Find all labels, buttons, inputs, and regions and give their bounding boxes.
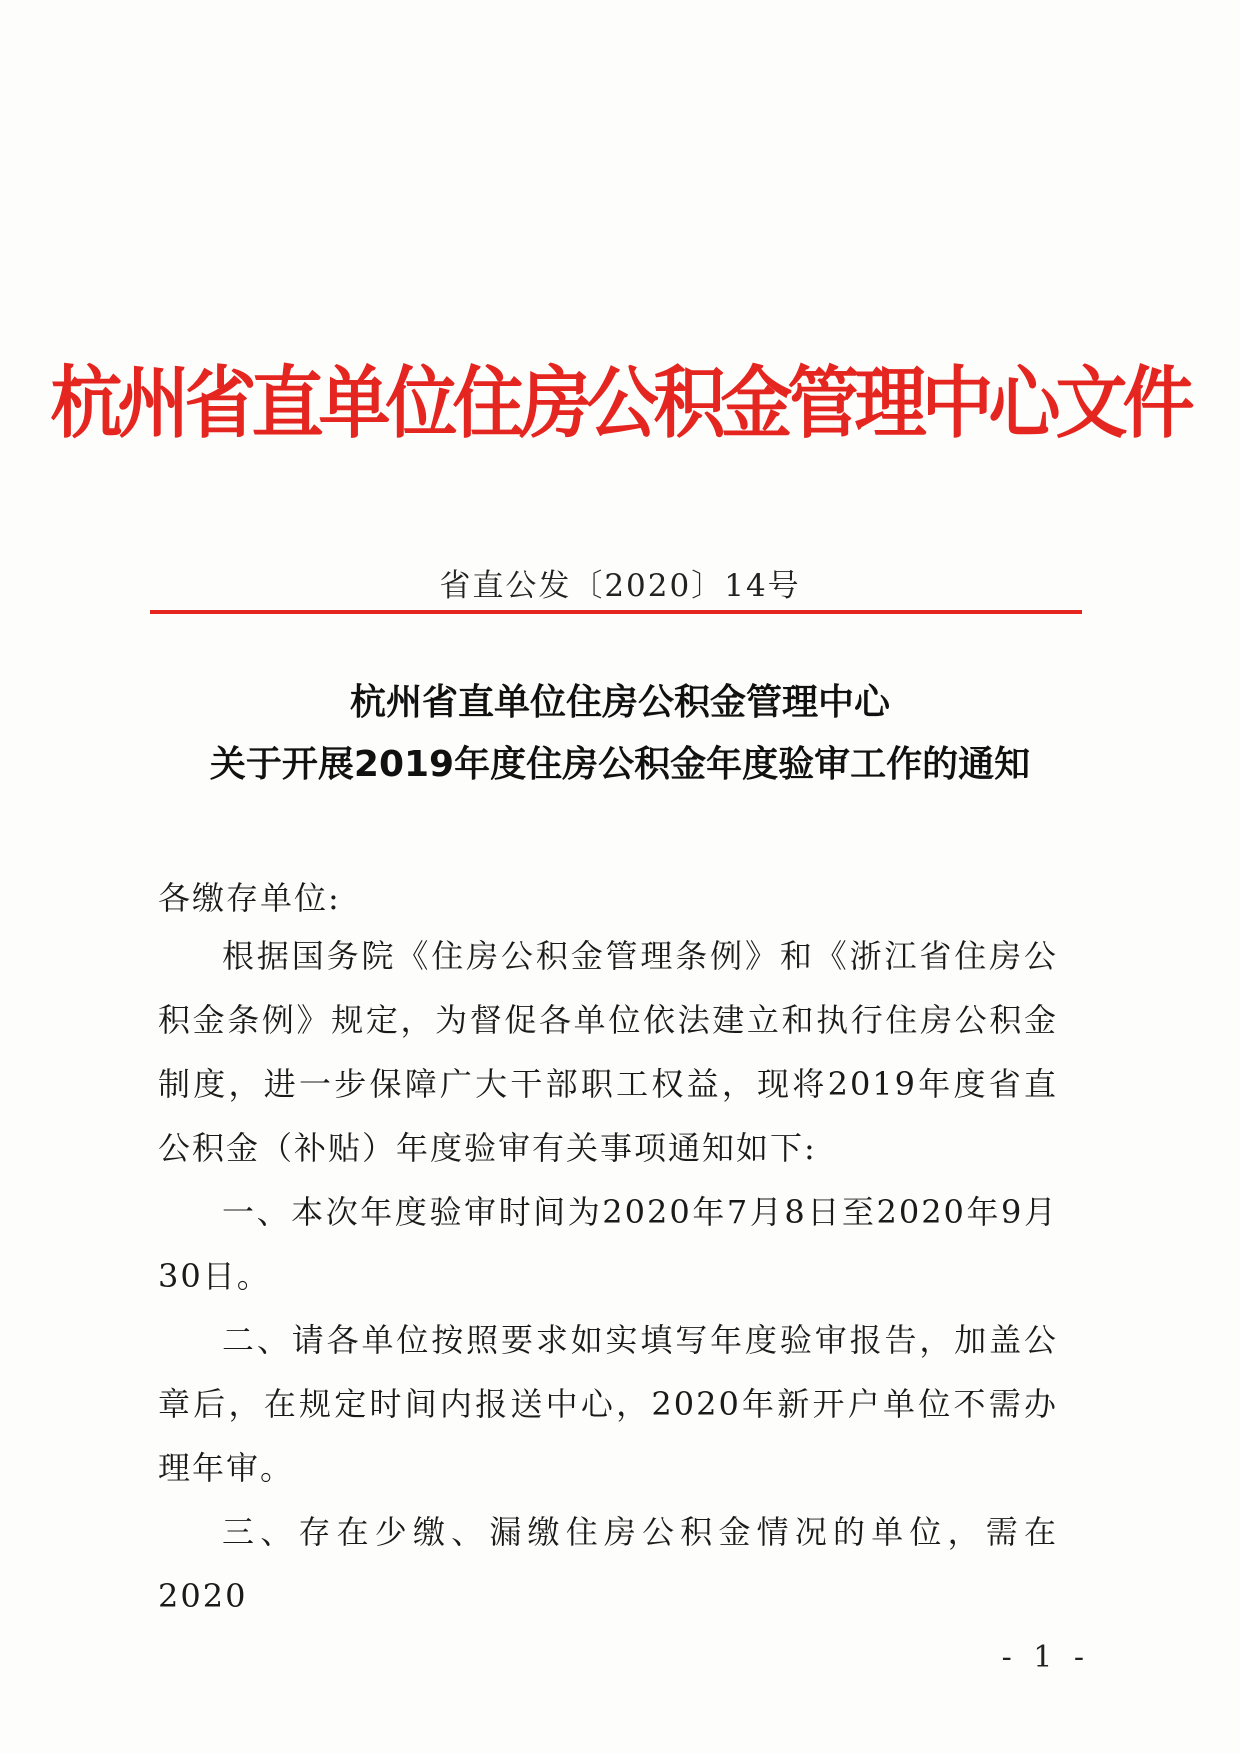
header-red-divider (150, 610, 1082, 614)
body-paragraphs (158, 924, 1058, 1628)
paragraph-item-1: 一、本次年度验审时间为2020年7月8日至2020年9月30日。 (158, 1193, 1058, 1295)
notice-title-line2: 关于开展2019年度住房公积金年度验审工作的通知 (209, 744, 1031, 785)
document-number: 省直公发〔2020〕14号 (439, 568, 801, 604)
paragraph-item-3: 三、存在少缴、漏缴住房公积金情况的单位，需在2020 (158, 1513, 1058, 1615)
paragraph-item-2: 二、请各单位按照要求如实填写年度验审报告，加盖公章后，在规定时间内报送中心，2020年新开户单位不需办理年审。 (158, 1321, 1058, 1487)
document-header-title: 杭州省直单位住房公积金管理中心文件 (50, 356, 1190, 449)
salutation: 各缴存单位: (158, 879, 341, 917)
page-number: - 1 - (1001, 1640, 1090, 1675)
notice-title-line1: 杭州省直单位住房公积金管理中心 (349, 682, 890, 723)
paragraph-intro: 根据国务院《住房公积金管理条例》和《浙江省住房公积金条例》规定，为督促各单位依法建立和执行住房公积金制度，进一步保障广大干部职工权益，现将2019年度省直公积金（补贴）年度验审有关事项通知如下: (158, 937, 1058, 1167)
